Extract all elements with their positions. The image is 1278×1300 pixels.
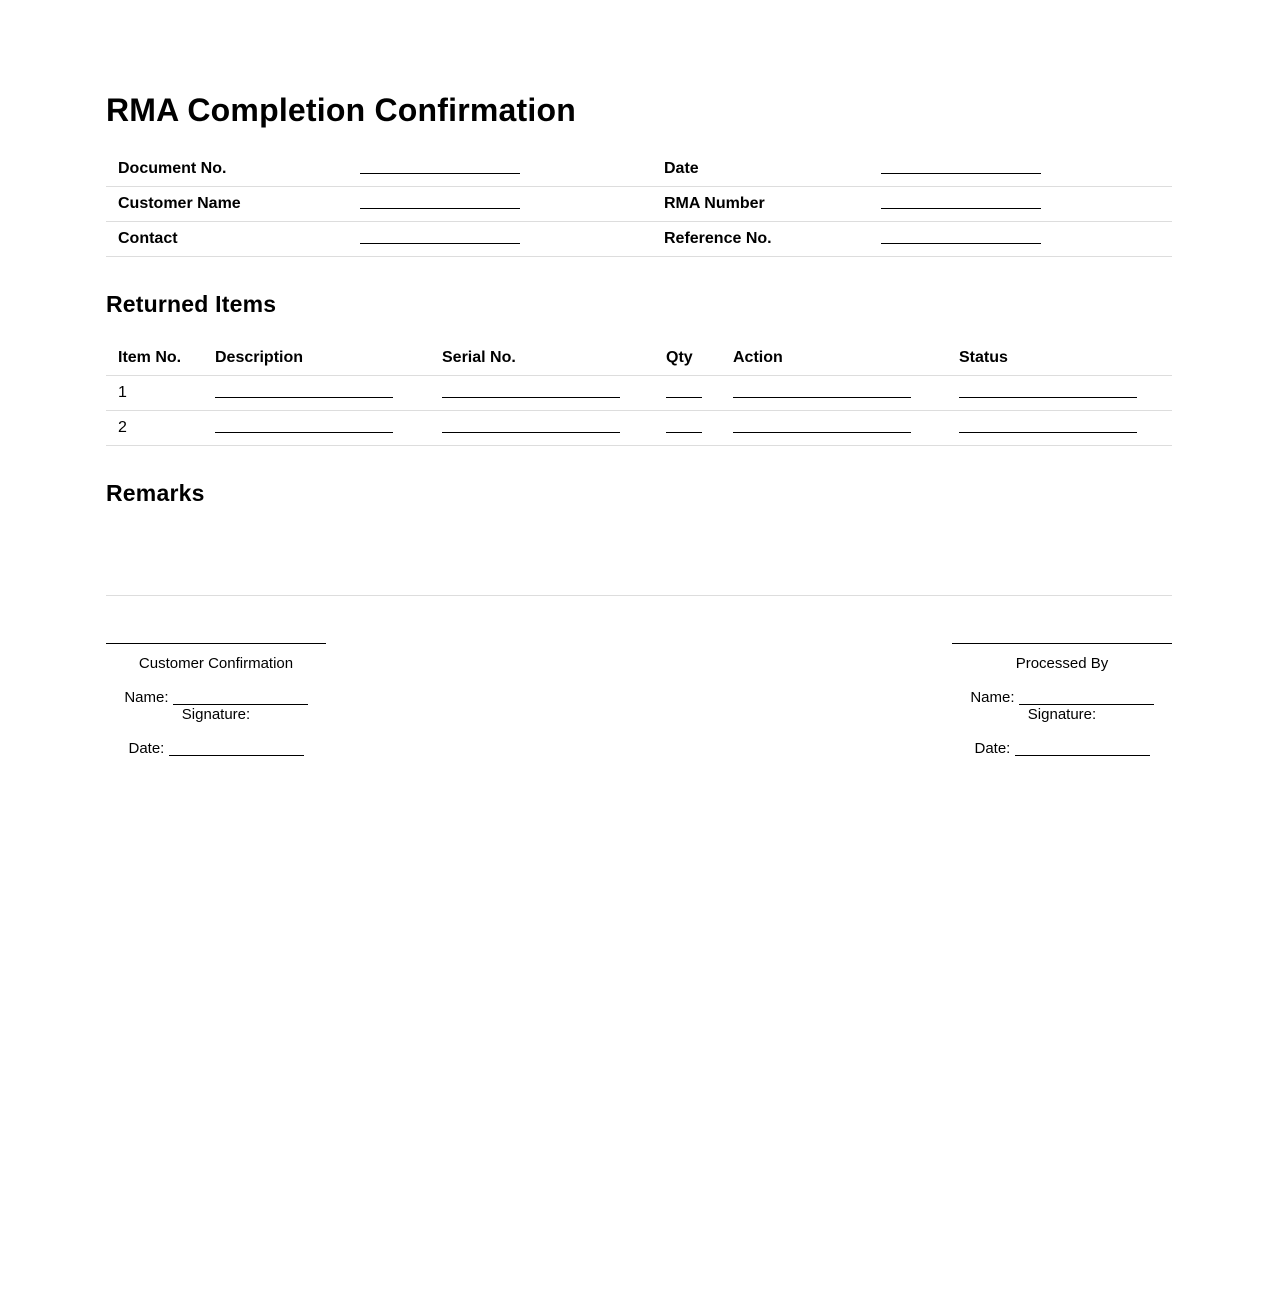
info-row xyxy=(106,187,1172,222)
name-field[interactable] xyxy=(1019,692,1154,705)
name-field[interactable] xyxy=(173,692,308,705)
signature-line[interactable] xyxy=(952,643,1172,644)
status-field[interactable] xyxy=(947,411,1172,446)
name-label: Name: xyxy=(970,689,1015,706)
customer-name-field[interactable] xyxy=(348,187,652,222)
description-field[interactable] xyxy=(203,411,430,446)
table-header-row xyxy=(106,341,1172,376)
rma-number-label: RMA Number xyxy=(652,187,869,222)
col-description: Description xyxy=(203,341,430,376)
date-row xyxy=(952,740,1172,758)
contact-label: Contact xyxy=(106,222,348,257)
remarks-heading: Remarks xyxy=(106,480,205,506)
page-title: RMA Completion Confirmation xyxy=(106,92,576,128)
rma-number-field[interactable] xyxy=(869,187,1172,222)
reference-no-field[interactable] xyxy=(869,222,1172,257)
returned-items-heading: Returned Items xyxy=(106,291,277,317)
returned-items-table xyxy=(106,341,1172,446)
signature-label: Signature: xyxy=(181,706,251,723)
qty-field[interactable] xyxy=(654,376,721,411)
reference-no-label: Reference No. xyxy=(652,222,869,257)
date-label: Date: xyxy=(974,740,1011,757)
col-qty: Qty xyxy=(654,341,721,376)
date-field[interactable] xyxy=(169,743,304,756)
name-label: Name: xyxy=(124,689,169,706)
info-row xyxy=(106,222,1172,257)
qty-field[interactable] xyxy=(654,411,721,446)
header-info-table xyxy=(106,152,1172,257)
action-field[interactable] xyxy=(721,411,947,446)
name-row xyxy=(106,689,326,707)
col-serial-no: Serial No. xyxy=(430,341,654,376)
date-label: Date: xyxy=(128,740,165,757)
col-item-no: Item No. xyxy=(106,341,203,376)
date-field[interactable] xyxy=(1015,743,1150,756)
remarks-divider xyxy=(106,595,1172,596)
action-field[interactable] xyxy=(721,376,947,411)
table-row xyxy=(106,411,1172,446)
col-action: Action xyxy=(721,341,947,376)
contact-field[interactable] xyxy=(348,222,652,257)
serial-no-field[interactable] xyxy=(430,411,654,446)
date-label: Date xyxy=(652,152,869,187)
document-no-field[interactable] xyxy=(348,152,652,187)
table-row xyxy=(106,376,1172,411)
serial-no-field[interactable] xyxy=(430,376,654,411)
signature-label: Signature: xyxy=(1027,706,1097,723)
item-no-cell: 2 xyxy=(106,411,203,446)
signature-line[interactable] xyxy=(106,643,326,644)
customer-name-label: Customer Name xyxy=(106,187,348,222)
info-row xyxy=(106,152,1172,187)
remarks-area[interactable] xyxy=(106,515,1172,593)
signature-role: Processed By xyxy=(1015,655,1109,672)
document-no-label: Document No. xyxy=(106,152,348,187)
date-row xyxy=(106,740,326,758)
signature-role: Customer Confirmation xyxy=(138,655,294,672)
date-field[interactable] xyxy=(869,152,1172,187)
col-status: Status xyxy=(947,341,1172,376)
status-field[interactable] xyxy=(947,376,1172,411)
item-no-cell: 1 xyxy=(106,376,203,411)
name-row xyxy=(952,689,1172,707)
description-field[interactable] xyxy=(203,376,430,411)
processed-by-signature-block xyxy=(952,643,1172,758)
customer-signature-block xyxy=(106,643,326,758)
